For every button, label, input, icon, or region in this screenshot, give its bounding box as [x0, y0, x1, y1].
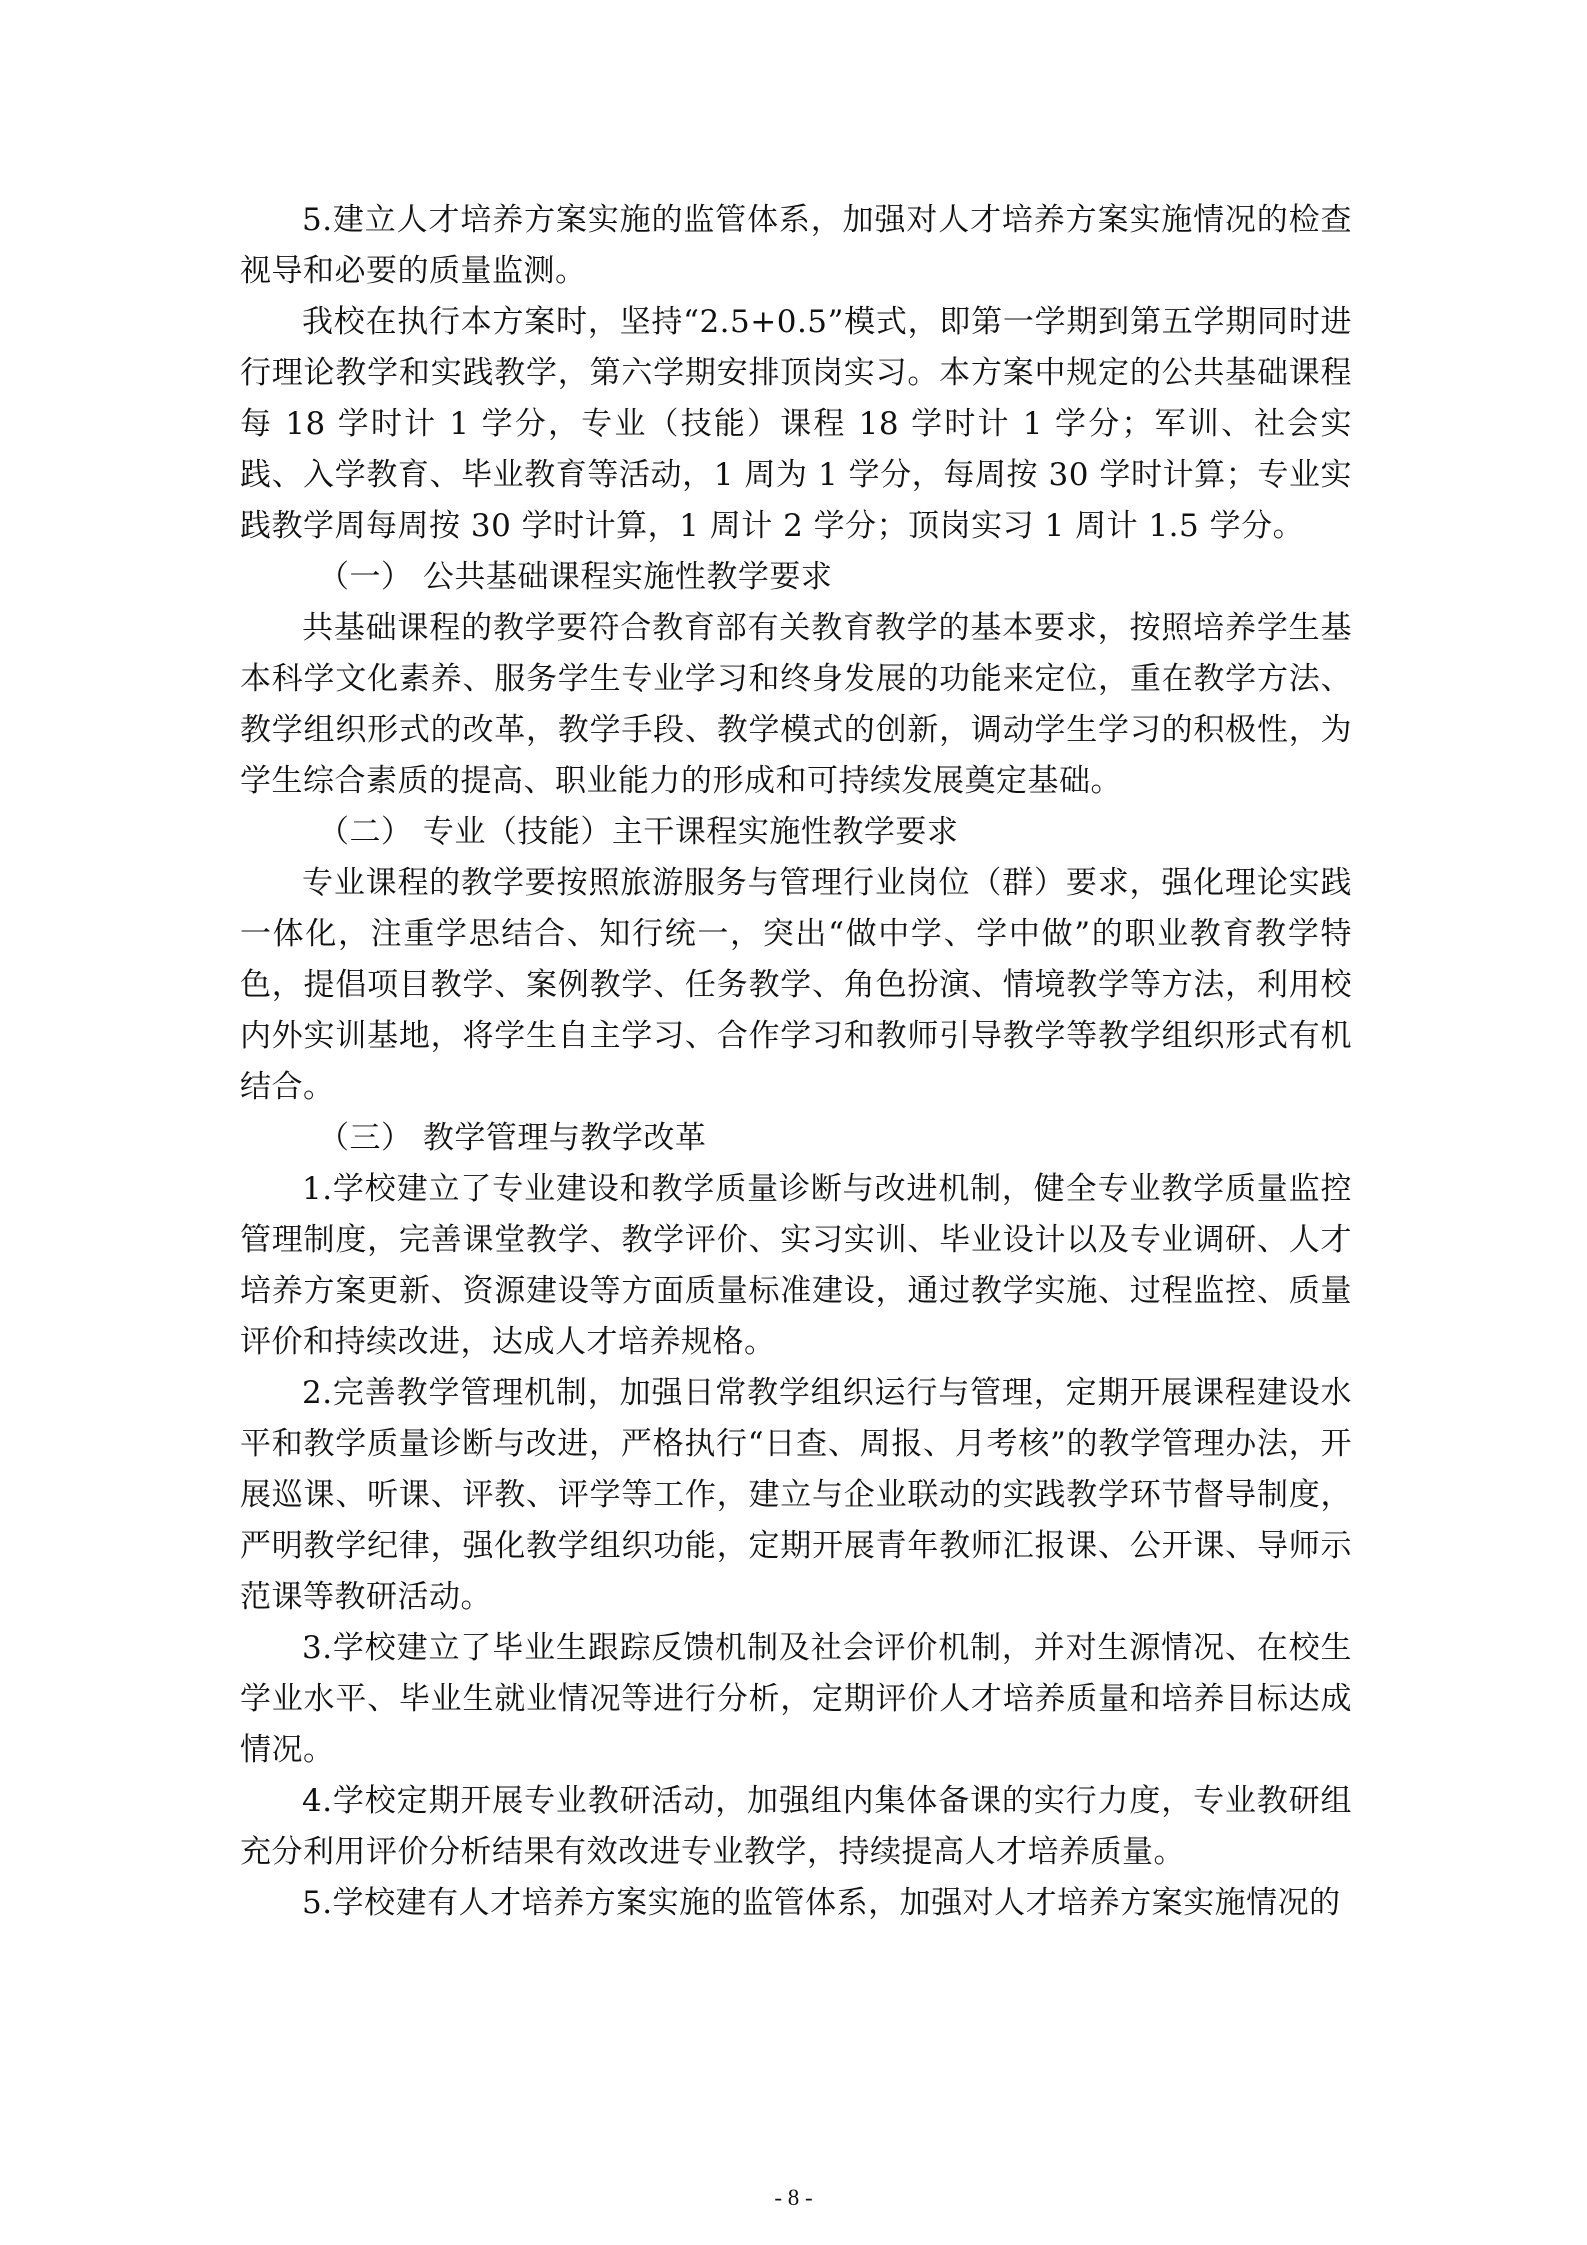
paragraph-teaching-research: 4.学校定期开展专业教研活动，加强组内集体备课的实行力度，专业教研组充分利用评价分析结果有效改进专业教学，持续提高人才培养质量。	[240, 1783, 1352, 1870]
section-heading-major-courses: （二） 专业（技能）主干课程实施性教学要求	[318, 814, 959, 850]
paragraph-major-courses: 专业课程的教学要按照旅游服务与管理行业岗位（群）要求，强化理论实践一体化，注重学思结合、知行统一，突出“做中学、学中做”的职业教育教学特色，提倡项目教学、案例教学、任务教学、角色扮演、情境教学等方法，利用校内外实训基地，将学生自主学习、合作学习和教师引导教学等教学组织形式有机结合。	[240, 865, 1352, 1105]
section-heading-teaching-management: （三） 教学管理与教学改革	[318, 1120, 707, 1156]
paragraph-public-courses: 共基础课程的教学要符合教育部有关教育教学的基本要求，按照培养学生基本科学文化素养、服务学生专业学习和终身发展的功能来定位，重在教学方法、教学组织形式的改革，教学手段、教学模式的创新，调动学生学习的积极性，为学生综合素质的提高、职业能力的形成和可持续发展奠定基础。	[240, 610, 1352, 799]
paragraph-monitoring-system: 5.建立人才培养方案实施的监管体系，加强对人才培养方案实施情况的检查视导和必要的质量监测。	[240, 202, 1352, 289]
section-heading-public-courses: （一） 公共基础课程实施性教学要求	[318, 559, 833, 595]
paragraph-teaching-model: 我校在执行本方案时，坚持“2.5+0.5”模式，即第一学期到第五学期同时进行理论教学和实践教学，第六学期安排顶岗实习。本方案中规定的公共基础课程每 18 学时计 1 学分，专业（技能）课程 18 学时计 1 学分；军训、社会实践、入学教育、毕业教育等活动，1 周为 1 学分，每周按 30 学时计算；专业实践教学周每周按 30 学时计算，1 周计 2 学分；顶岗实习 1 周计 1.5 学分。	[240, 304, 1352, 544]
document-body	[240, 195, 1352, 1929]
paragraph-management-mechanism: 2.完善教学管理机制，加强日常教学组织运行与管理，定期开展课程建设水平和教学质量诊断与改进，严格执行“日查、周报、月考核”的教学管理办法，开展巡课、听课、评教、评学等工作，建立与企业联动的实践教学环节督导制度，严明教学纪律，强化教学组织功能，定期开展青年教师汇报课、公开课、导师示范课等教研活动。	[240, 1375, 1352, 1615]
paragraph-graduate-feedback: 3.学校建立了毕业生跟踪反馈机制及社会评价机制，并对生源情况、在校生学业水平、毕业生就业情况等进行分析，定期评价人才培养质量和培养目标达成情况。	[240, 1630, 1352, 1768]
paragraph-supervision-system: 5.学校建有人才培养方案实施的监管体系，加强对人才培养方案实施情况的	[302, 1885, 1341, 1921]
paragraph-quality-diagnosis: 1.学校建立了专业建设和教学质量诊断与改进机制，健全专业教学质量监控管理制度，完善课堂教学、教学评价、实习实训、毕业设计以及专业调研、人才培养方案更新、资源建设等方面质量标准建设，通过教学实施、过程监控、质量评价和持续改进，达成人才培养规格。	[240, 1171, 1352, 1360]
page-number: - 8 -	[774, 2185, 813, 2210]
